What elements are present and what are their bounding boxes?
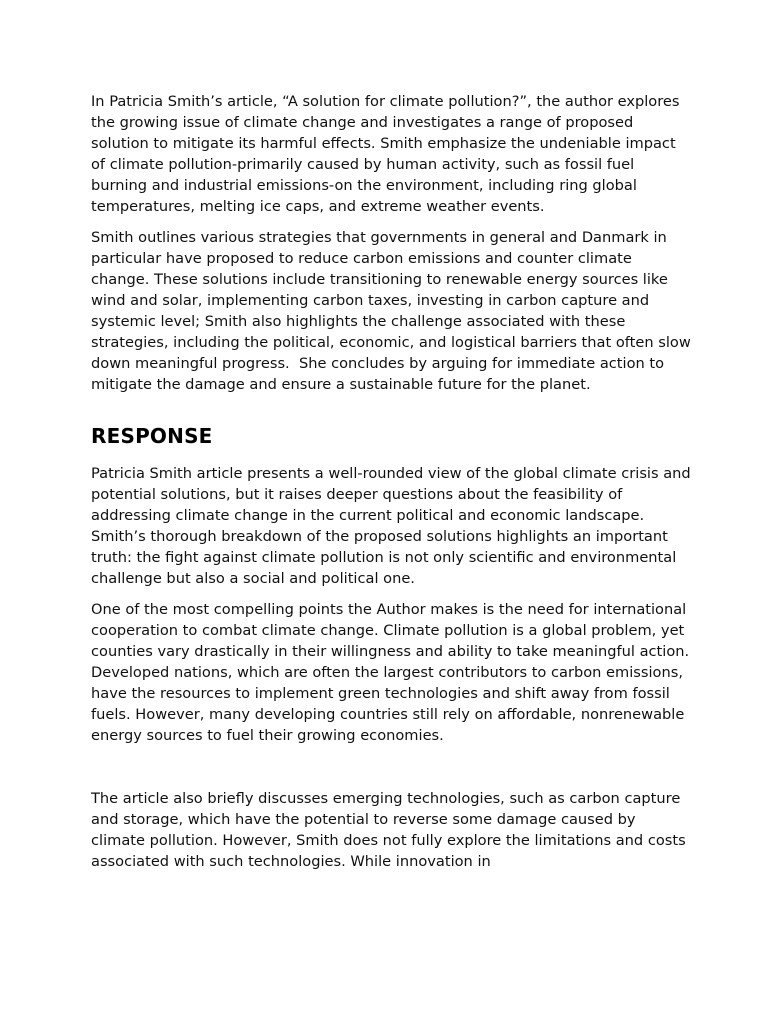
response-paragraph: One of the most compelling points the Author makes is the need for international cooperation to combat climate change. Climate pollution is a global problem, yet counties vary drastically in their willingness and ability to take meaningful action. Developed nations, which are often the largest contributors to carbon emissions, have the resources to implement green technologies and shift away from fossil fuels. However, many developing countries still rely on affordable, nonrenewable energy sources to fuel their growing economies. [91,601,694,744]
response-heading: RESPONSE [91,424,213,448]
summary-paragraph: In Patricia Smith’s article, “A solution for climate pollution?”, the author explores the growing issue of climate change and investigates a range of proposed solution to mitigate its harmful effects. Smith emphasize the undeniable impact of climate pollution-primarily caused by human activity, such as fossil fuel burning and industrial emissions-on the environment, including ring global temperatures, melting ice caps, and extreme weather events. [91,93,685,215]
summary-paragraph: Smith outlines various strategies that governments in general and Danmark in particular have proposed to reduce carbon emissions and counter climate change. These solutions include transitioning to renewable energy sources like wind and solar, implementing carbon taxes, investing in carbon capture and systemic level; Smith also highlights the challenge associated with these strategies, including the political, economic, and logistical barriers that often slow down meaningful progress. She concludes by arguing for immediate action to mitigate the damage and ensure a sustainable future for the planet. [91,229,696,393]
response-paragraph: The article also briefly discusses emerging technologies, such as carbon capture and storage, which have the potential to reverse some damage caused by climate pollution. However, Smith does not fully explore the limitations and costs associated with such technologies. While innovation in [91,790,691,870]
document-body [91,91,696,882]
response-paragraph: Patricia Smith article presents a well-rounded view of the global climate crisis and potential solutions, but it raises deeper questions about the feasibility of addressing climate change in the current political and economic landscape. Smith’s thorough breakdown of the proposed solutions highlights an important truth: the fight against climate pollution is not only scientific and environmental challenge but also a social and political one. [91,465,696,587]
